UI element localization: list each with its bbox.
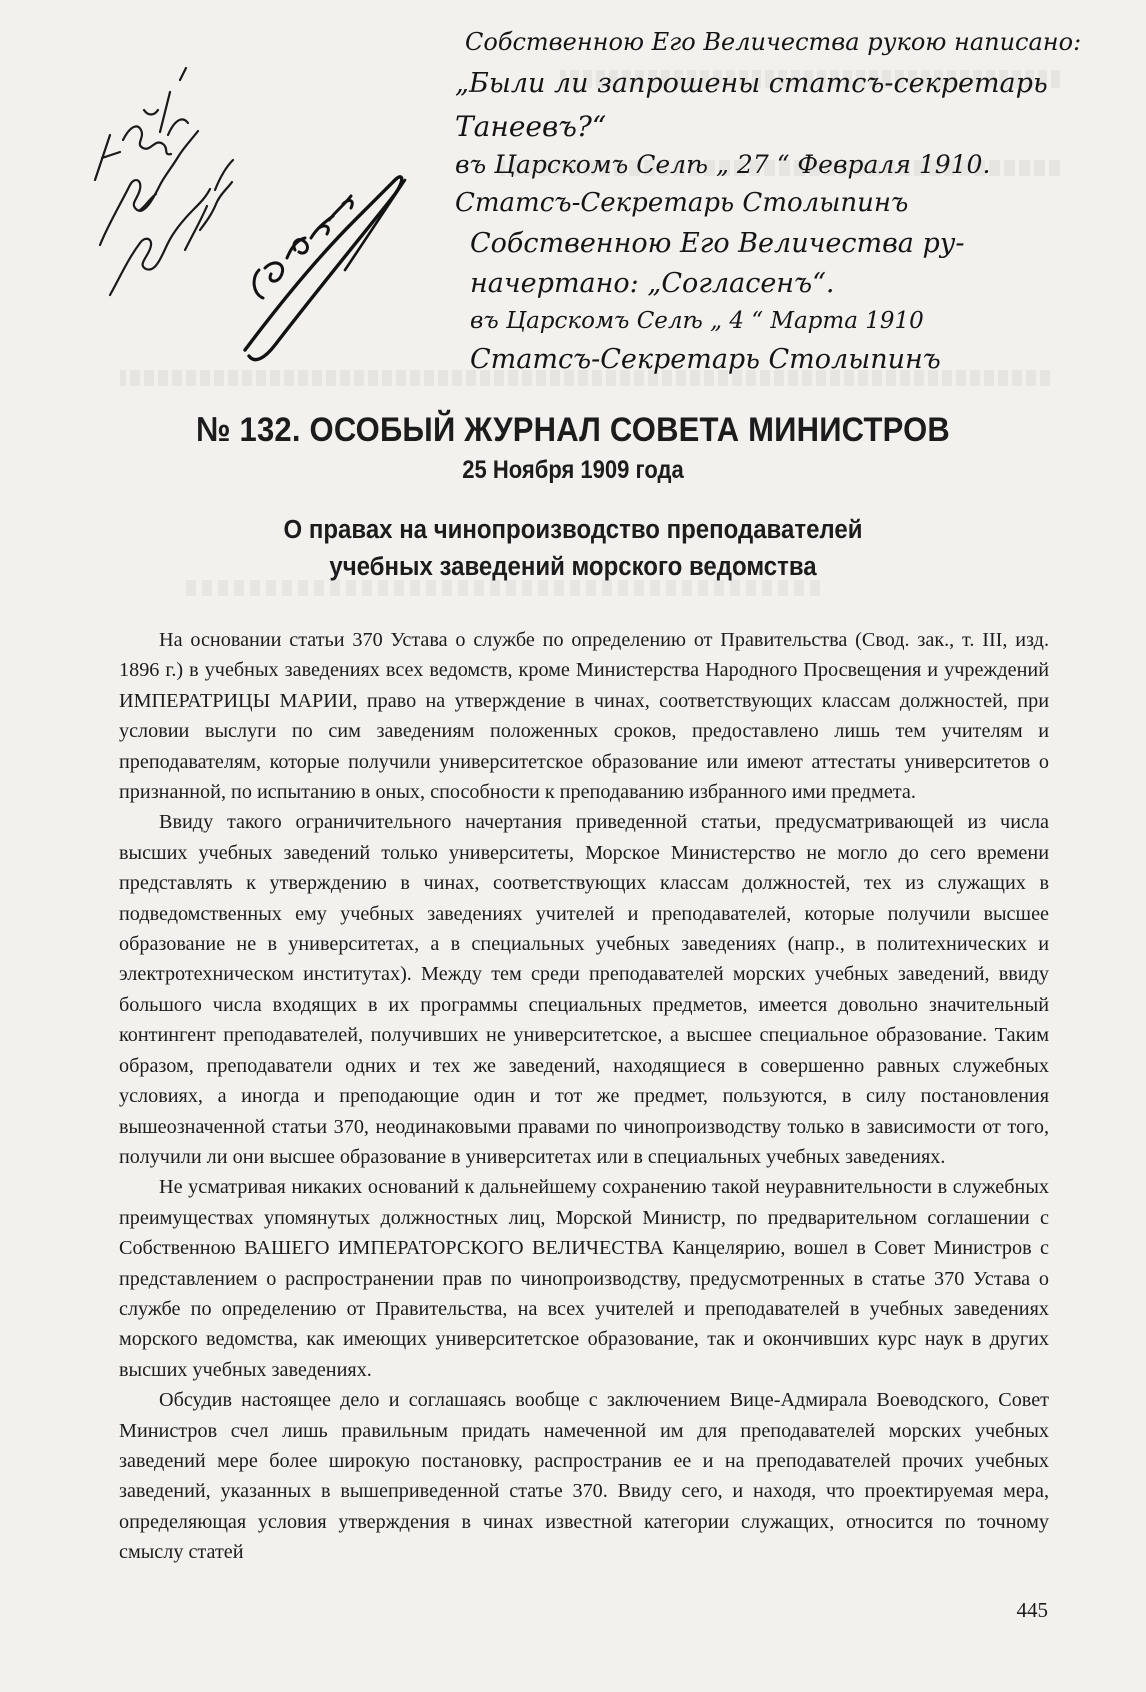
resolution-line: Собственною Его Величества рукою написано: xyxy=(465,28,1082,56)
approval-mark xyxy=(235,150,475,380)
document-subtitle xyxy=(0,512,1146,585)
page-number: 445 xyxy=(1016,1598,1048,1622)
resolution-signature: Статсъ-Секретарь Столыпинъ xyxy=(470,344,941,375)
handwritten-resolution-second xyxy=(470,228,1110,378)
subtitle-line: учебных заведений морского ведомства xyxy=(329,552,817,582)
body-paragraph: Не усматривая никаких оснований к дальнейшему сохранению такой неуравнительности в служебных преимуществах упомянутых должностных лиц, Морской Министр, по предварительном соглашении с Собственною ВАШЕГО ИМПЕРАТОРСКОГО ВЕЛИЧЕСТВА Канцелярию, вошел в Совет Министров с представлением о распространении прав по чинопроизводству, предусмотренных в статье 370 Устава о службе по определению от Правительства, на всех учителей и преподавателей в учебных заведениях морского ведомства, как имеющих университетское образование, так и окончивших курс наук в других высших учебных заведениях. xyxy=(119,1176,1049,1381)
body-paragraph: Обсудив настоящее дело и соглашаясь вообще с заключением Вице-Адмирала Воеводского, Совет Министров счел лишь правильным придать намеченной им для преподавателей морских учебных заведений мере более широкую постановку, распространив ее и на преподавателей прочих учебных заведений, указанных в вышеприведенной статье 370. Ввиду сего, и находя, что проектируемая мера, определяющая условия утверждения в чинах известной категории служащих, относится по точному смыслу статей xyxy=(119,1389,1049,1564)
document-title: № 132. ОСОБЫЙ ЖУРНАЛ СОВЕТА МИНИСТРОВ xyxy=(195,409,951,450)
resolution-line: начертано: „Согласенъ“. xyxy=(470,268,835,299)
resolution-line: „Были ли запрошены статсъ-секретарь xyxy=(455,68,1048,99)
resolution-line: въ Царскомъ Селѣ „ 4 “ Марта 1910 xyxy=(470,308,924,334)
resolution-line: въ Царскомъ Селѣ „ 27 “ Февраля 1910. xyxy=(455,150,991,179)
body-paragraph: На основании статьи 370 Устава о службе по определению от Правительства (Свод. зак., т. III, изд. 1896 г.) в учебных заведениях всех ведомств, кроме Министерства Народного Просвещения и учреждений ИМПЕРАТРИЦЫ МАРИИ, право на утверждение в чинах, соответствующих классам должностей, при условии выслуги по сим заведениям положенных сроков, предоставлено лишь тем учителям и преподавателям, которые получили университетское образование или имеют аттестаты университетов о признанной, по испытанию в оных, способности к преподаванию избранного ими предмета. xyxy=(119,629,1049,804)
subtitle-line: О правах на чинопроизводство преподавателей xyxy=(283,515,863,545)
resolution-line: Танеевъ?“ xyxy=(455,110,607,143)
resolution-signature: Статсъ-Секретарь Столыпинъ xyxy=(455,188,909,218)
document-date: 25 Ноября 1909 года xyxy=(462,455,684,484)
body-paragraph: Ввиду такого ограничительного начертания приведенной статьи, предусматривающей из числа высших учебных заведений только университеты, Морское Министерство не могло до сего времени представлять к утверждению в чинах, соответствующих классам должностей, тех из служащих в подведомственных ему учебных заведениях учителей и преподавателей, которые получили высшее образование не в университетах, а в специальных учебных заведениях (напр., в политехнических и электротехническом институтах). Между тем среди преподавателей морских учебных заведений, ввиду большого числа входящих в их программы специальных предметов, имеется довольно значительный контингент преподавателей, получивших не университетское, а высшее специальное образование. Таким образом, преподаватели одних и тех же заведений, находящиеся в совершенно равных служебных условиях, а иногда и преподающие один и тот же предмет, пользуются, в силу постановления вышеозначенной статьи 370, неодинаковыми правами по чинопроизводству только в зависимости от того, получили ли они высшее образование в университетах или в специальных учебных заведениях. xyxy=(119,811,1049,1168)
resolution-line: Собственною Его Величества ру- xyxy=(470,228,965,259)
handwritten-resolution-first xyxy=(455,28,1115,218)
approval-signature-stroke xyxy=(235,150,475,380)
document-body xyxy=(119,625,1049,1568)
